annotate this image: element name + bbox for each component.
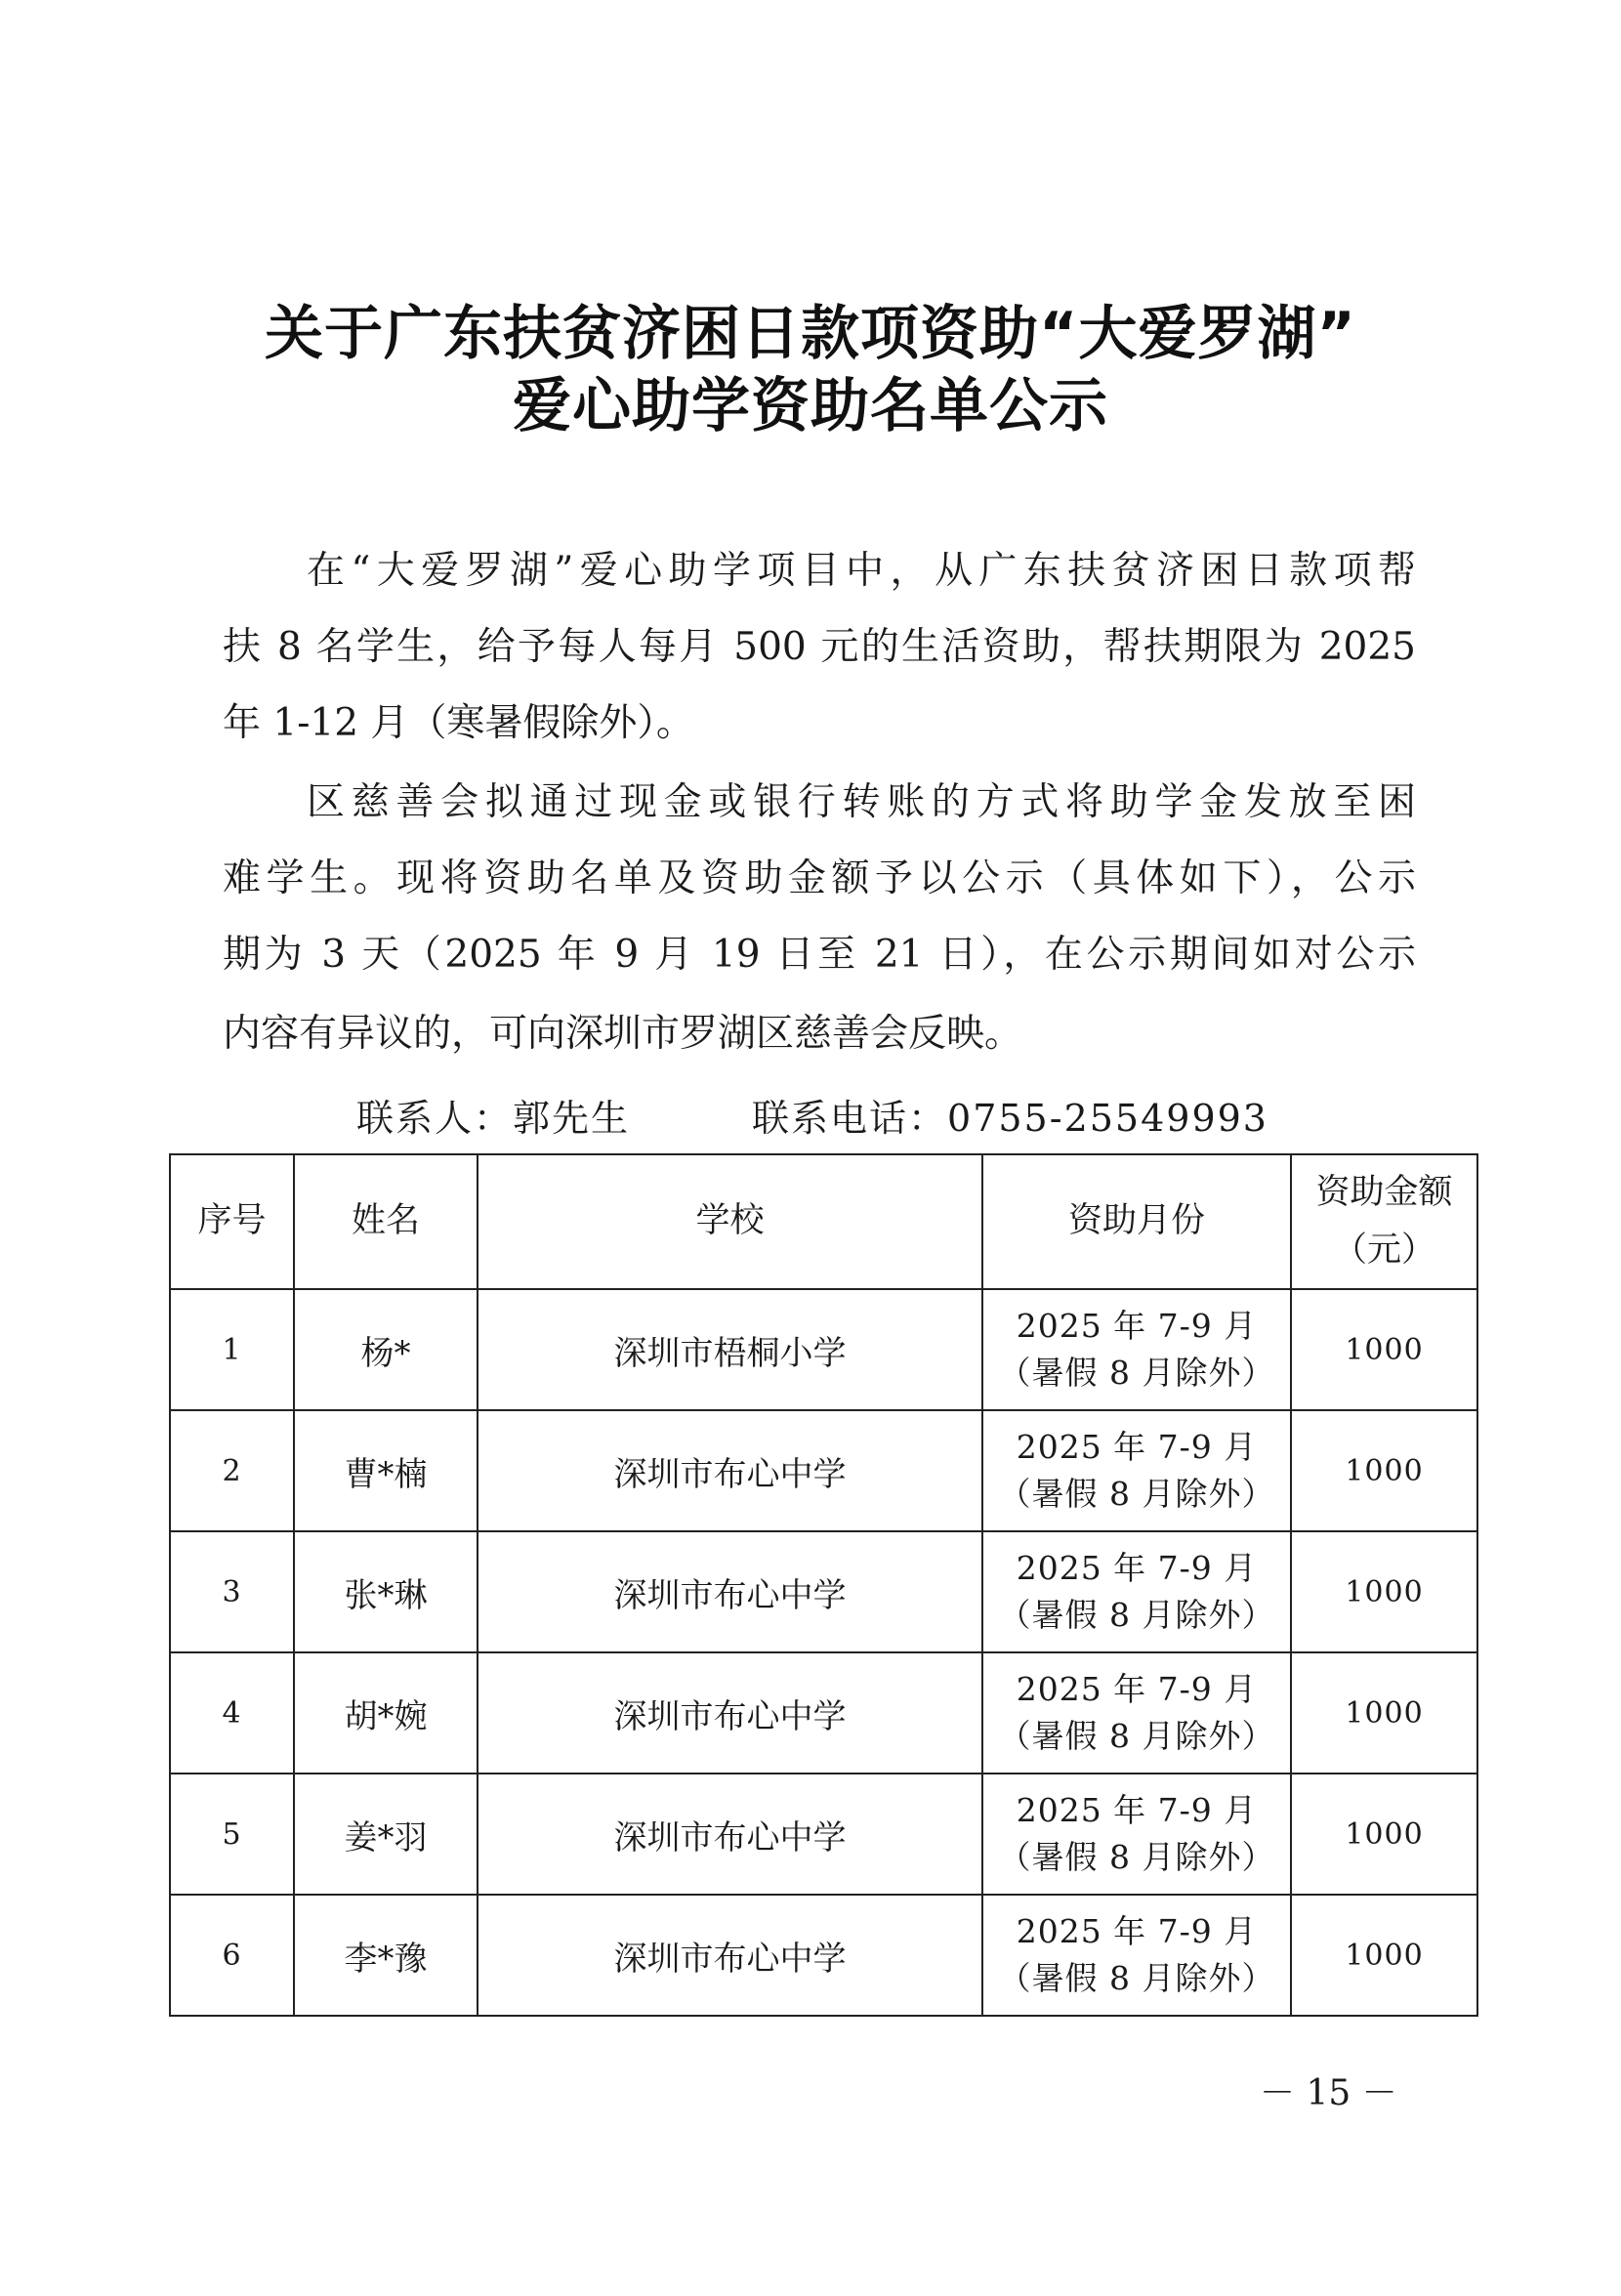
page-number: － 15 － (1260, 2073, 1397, 2113)
header-amount (1291, 1154, 1477, 1289)
header-amount-line-1: 资助金额 (1315, 1172, 1453, 1212)
cell-month-line-2: （暑假 8 月除外） (998, 1959, 1275, 1997)
cell-month-line-1: 2025 年 7-9 月 (1016, 1791, 1258, 1830)
cell-name: 李*豫 (294, 1895, 478, 2016)
cell-name: 张*琳 (294, 1531, 478, 1652)
paragraph-line-2: 扶 8 名学生，给予每人每月 500 元的生活资助，帮扶期限为 2025 (223, 625, 1416, 669)
cell-amount: 1000 (1291, 1289, 1477, 1410)
header-name: 姓名 (294, 1154, 478, 1289)
cell-school: 深圳市布心中学 (478, 1410, 982, 1531)
cell-month-line-1: 2025 年 7-9 月 (1016, 1912, 1258, 1951)
table-row (170, 1289, 1477, 1410)
contact-person: 联系人：郭先生 (356, 1097, 631, 1140)
cell-month (982, 1410, 1291, 1531)
table-header-row (170, 1154, 1477, 1289)
cell-month-line-1: 2025 年 7-9 月 (1016, 1428, 1258, 1467)
header-month: 资助月份 (982, 1154, 1291, 1289)
cell-school: 深圳市布心中学 (478, 1774, 982, 1895)
cell-name: 杨* (294, 1289, 478, 1410)
cell-amount: 1000 (1291, 1774, 1477, 1895)
paragraph-line-3: 年 1-12 月（寒暑假除外）。 (223, 701, 694, 745)
cell-month (982, 1652, 1291, 1774)
funding-table (169, 1153, 1478, 2017)
table-row (170, 1531, 1477, 1652)
cell-name: 胡*婉 (294, 1652, 478, 1774)
cell-index: 6 (170, 1895, 294, 2016)
cell-index: 4 (170, 1652, 294, 1774)
cell-month-line-1: 2025 年 7-9 月 (1016, 1549, 1258, 1588)
cell-amount: 1000 (1291, 1531, 1477, 1652)
cell-month-line-2: （暑假 8 月除外） (998, 1717, 1275, 1755)
document-title-line-2: 爱心助学资助名单公示 (513, 372, 1108, 440)
contact-phone: 联系电话：0755-25549993 (752, 1097, 1268, 1140)
cell-month (982, 1289, 1291, 1410)
table-row (170, 1652, 1477, 1774)
paragraph-line-1: 在“大爱罗湖”爱心助学项目中，从广东扶贫济困日款项帮 (307, 549, 1416, 593)
cell-index: 3 (170, 1531, 294, 1652)
cell-month-line-2: （暑假 8 月除外） (998, 1354, 1275, 1392)
cell-school: 深圳市布心中学 (478, 1895, 982, 2016)
cell-month (982, 1895, 1291, 2016)
table-row (170, 1774, 1477, 1895)
cell-school: 深圳市布心中学 (478, 1531, 982, 1652)
cell-name: 曹*楠 (294, 1410, 478, 1531)
contact-line (356, 1097, 1268, 1140)
cell-month-line-1: 2025 年 7-9 月 (1016, 1307, 1258, 1346)
cell-month-line-1: 2025 年 7-9 月 (1016, 1670, 1258, 1709)
paragraph-line-5: 难学生。现将资助名单及资助金额予以公示（具体如下），公示 (223, 856, 1416, 900)
cell-month-line-2: （暑假 8 月除外） (998, 1596, 1275, 1634)
paragraph-line-6: 期为 3 天（2025 年 9 月 19 日至 21 日），在公示期间如对公示 (223, 933, 1417, 977)
cell-school: 深圳市梧桐小学 (478, 1289, 982, 1410)
cell-amount: 1000 (1291, 1652, 1477, 1774)
paragraph-line-4: 区慈善会拟通过现金或银行转账的方式将助学金发放至困 (307, 780, 1416, 824)
cell-month (982, 1531, 1291, 1652)
table-row (170, 1410, 1477, 1531)
cell-index: 1 (170, 1289, 294, 1410)
cell-month-line-2: （暑假 8 月除外） (998, 1475, 1275, 1513)
cell-amount: 1000 (1291, 1410, 1477, 1531)
cell-amount: 1000 (1291, 1895, 1477, 2016)
header-school: 学校 (478, 1154, 982, 1289)
table-row (170, 1895, 1477, 2016)
cell-index: 5 (170, 1774, 294, 1895)
header-index: 序号 (170, 1154, 294, 1289)
cell-name: 姜*羽 (294, 1774, 478, 1895)
cell-month-line-2: （暑假 8 月除外） (998, 1838, 1275, 1876)
document-title-line-1: 关于广东扶贫济困日款项资助“大爱罗湖” (265, 300, 1356, 368)
paragraph-line-7: 内容有异议的，可向深圳市罗湖区慈善会反映。 (223, 1012, 1023, 1056)
header-amount-line-2: （元） (1332, 1231, 1435, 1270)
cell-school: 深圳市布心中学 (478, 1652, 982, 1774)
cell-index: 2 (170, 1410, 294, 1531)
cell-month (982, 1774, 1291, 1895)
